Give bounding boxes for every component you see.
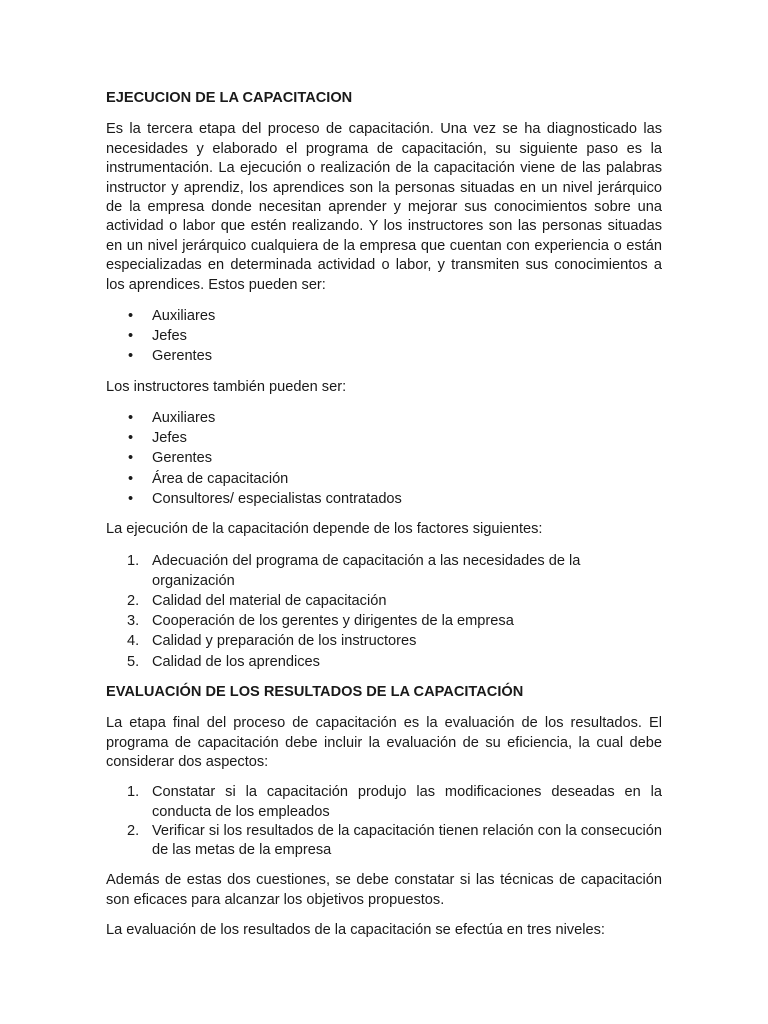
numbered-item [106, 551, 662, 591]
number-marker: 1. [127, 784, 140, 801]
numbered-item [106, 611, 662, 631]
numbered-item [106, 783, 662, 821]
section-heading-ejecucion: EJECUCION DE LA CAPACITACION [106, 90, 353, 106]
section-heading-evaluacion: EVALUACIÓN DE LOS RESULTADOS DE LA CAPACITACIÓN [106, 683, 524, 700]
list-item [106, 428, 662, 448]
numbered-item [106, 822, 662, 860]
numbered-item-text: Cooperación de los gerentes y dirigentes de la empresa [152, 613, 514, 630]
number-marker: 4. [127, 633, 140, 650]
niveles-intro-paragraph: La evaluación de los resultados de la capacitación se efectúa en tres niveles: [106, 921, 605, 938]
list-item [106, 306, 662, 326]
factores-intro-paragraph: La ejecución de la capacitación depende de los factores siguientes: [106, 521, 543, 538]
bullet-marker: • [128, 410, 134, 427]
list-item [106, 489, 662, 509]
evaluacion-intro-paragraph: La etapa final del proceso de capacitación es la evaluación de los resultados. El programa de capacitación debe incluir la evaluación de su eficiencia, la cual debe considerar dos aspectos: [106, 715, 662, 770]
list-item [106, 408, 662, 428]
numbered-item [106, 631, 662, 651]
numbered-item-text: Calidad del material de capacitación [152, 592, 387, 609]
numbered-item-text: Calidad y preparación de los instructores [152, 633, 417, 650]
number-marker: 2. [127, 592, 140, 609]
numbered-item-text: Calidad de los aprendices [152, 653, 320, 670]
tecnicas-paragraph: Además de estas dos cuestiones, se debe constatar si las técnicas de capacitación son eficaces para alcanzar los objetivos propuestos. [106, 872, 662, 908]
aspectos-list [106, 783, 662, 860]
list-item-text: Auxiliares [152, 308, 216, 325]
list-item [106, 326, 662, 346]
list-item [106, 346, 662, 366]
instructores-list [106, 408, 662, 509]
bullet-marker: • [128, 308, 134, 325]
numbered-item-text: Adecuación del programa de capacitación a las necesidades de la organización [152, 552, 581, 589]
aprendices-list [106, 306, 662, 367]
list-item-text: Jefes [152, 430, 187, 447]
numbered-item [106, 591, 662, 611]
bullet-marker: • [128, 450, 134, 467]
number-marker: 2. [127, 822, 140, 839]
ejecucion-intro-paragraph: Es la tercera etapa del proceso de capacitación. Una vez se ha diagnosticado las necesidades y elaborado el programa de capacitación, su siguiente paso es la instrumentación. La ejecución o realización de la capacitación viene de las palabras instructor y aprendiz, los aprendices son la personas situadas en un nivel jerárquico de la empresa donde necesitan aprender y mejorar sus conocimientos sobre una actividad o labor que estén realizando. Y los instructores son las personas situadas en un nivel jerárquico cualquiera de la empresa que cuentan con experiencia o están especializadas en determinada actividad o labor, y transmiten sus conocimientos a los aprendices. Estos pueden ser: [106, 121, 662, 293]
bullet-marker: • [128, 328, 134, 345]
bullet-marker: • [128, 348, 134, 365]
numbered-item-text: Verificar si los resultados de la capacitación tienen relación con la consecución de las metas de la empresa [152, 822, 662, 858]
bullet-marker: • [128, 470, 134, 487]
list-item-text: Consultores/ especialistas contratados [152, 490, 402, 507]
factores-list [106, 551, 662, 672]
list-item [106, 448, 662, 468]
number-marker: 1. [127, 552, 140, 569]
number-marker: 3. [127, 613, 140, 630]
list-item-text: Auxiliares [152, 410, 216, 427]
list-item [106, 469, 662, 489]
number-marker: 5. [127, 653, 140, 670]
instructores-intro-paragraph: Los instructores también pueden ser: [106, 378, 347, 395]
list-item-text: Jefes [152, 328, 187, 345]
numbered-item-text: Constatar si la capacitación produjo las modificaciones deseadas en la conducta de los empleados [152, 784, 662, 820]
list-item-text: Gerentes [152, 450, 213, 467]
list-item-text: Gerentes [152, 348, 213, 365]
list-item-text: Área de capacitación [152, 470, 289, 487]
bullet-marker: • [128, 430, 134, 447]
bullet-marker: • [128, 490, 134, 507]
numbered-item [106, 652, 662, 672]
